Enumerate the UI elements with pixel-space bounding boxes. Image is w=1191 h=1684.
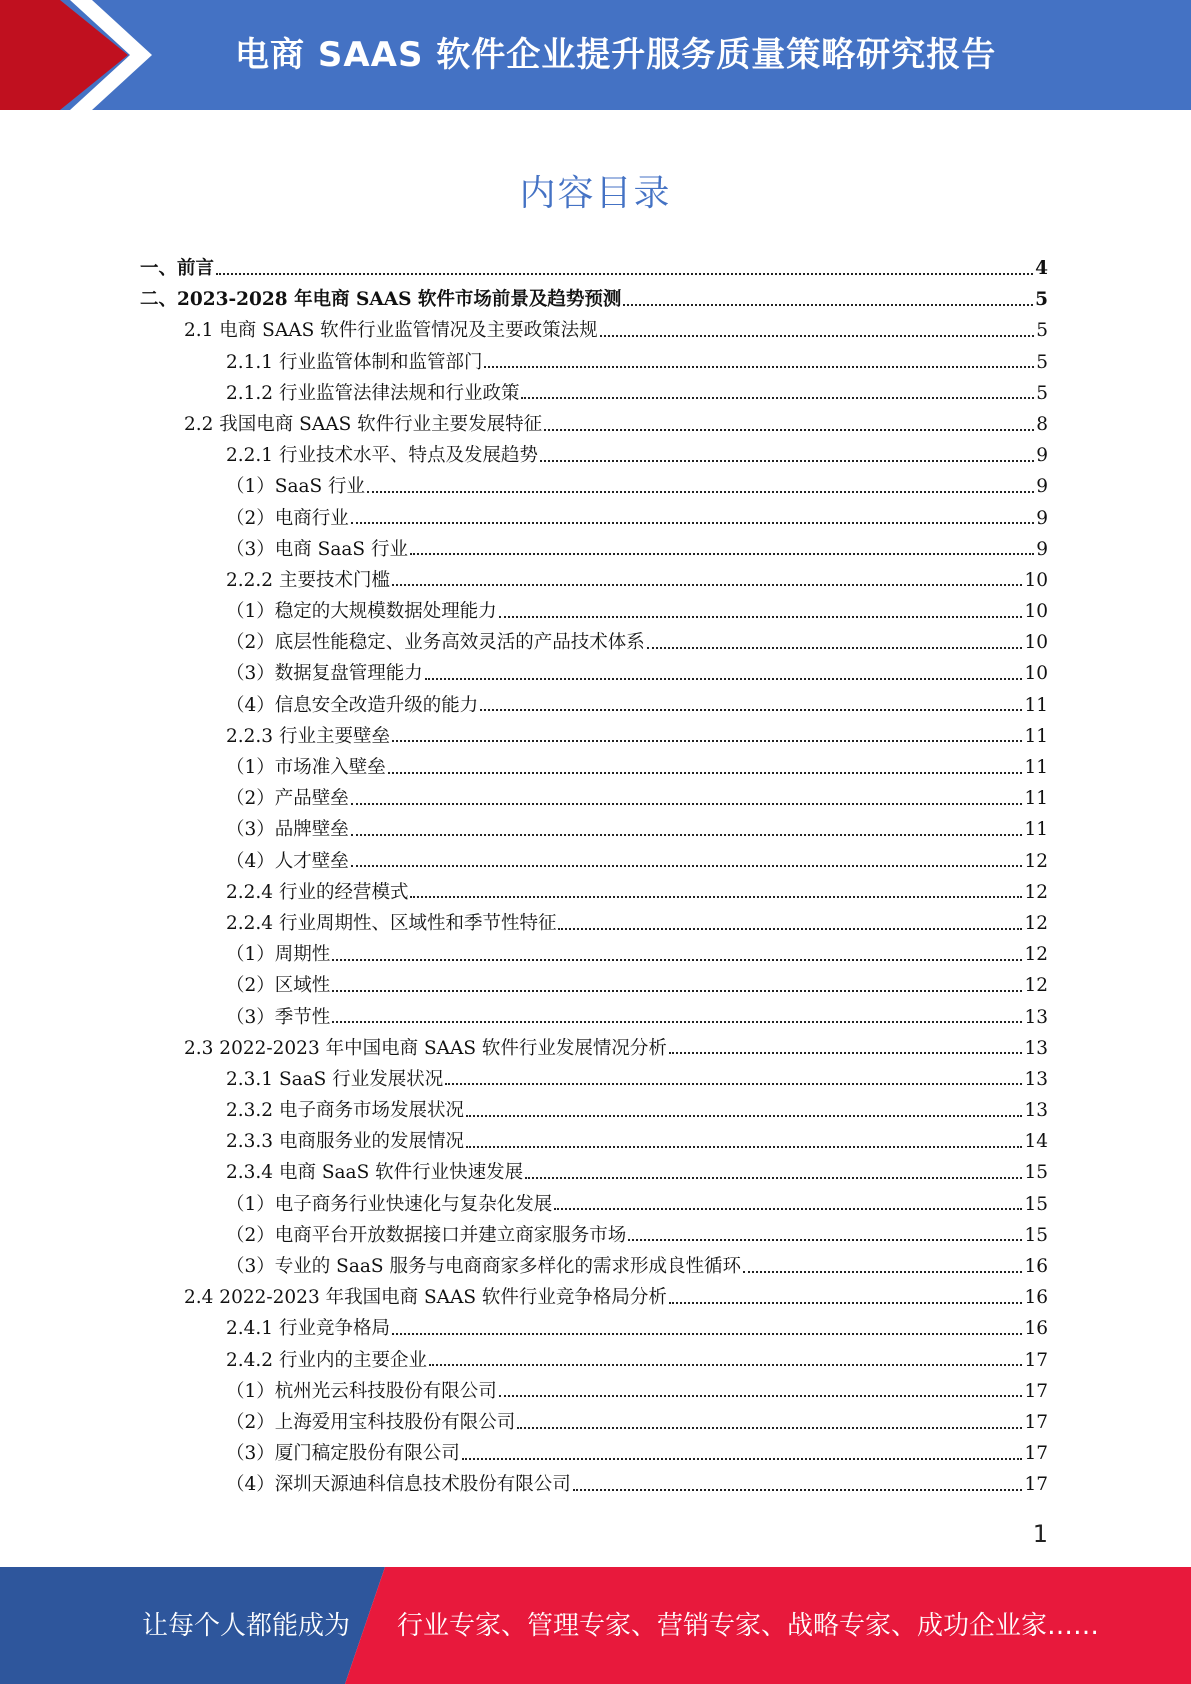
toc-dot-leader [351, 865, 1023, 867]
toc-entry-page: 10 [1024, 569, 1048, 591]
toc-entry-page: 17 [1024, 1474, 1048, 1496]
toc-entry-page: 11 [1024, 788, 1048, 810]
toc-dot-leader [499, 1395, 1023, 1397]
toc-entry[interactable] [140, 753, 1048, 784]
toc-entry[interactable] [140, 1003, 1048, 1034]
toc-dot-leader [351, 803, 1023, 805]
toc-entry[interactable] [140, 784, 1048, 815]
toc-entry-label: （3）电商 SaaS 行业 [226, 538, 408, 560]
toc-entry-label: （3）厦门稿定股份有限公司 [226, 1443, 460, 1465]
toc-entry-page: 17 [1024, 1380, 1048, 1402]
toc-dot-leader [367, 491, 1034, 493]
toc-entry[interactable] [140, 1034, 1048, 1065]
toc-entry[interactable] [140, 597, 1048, 628]
toc-entry-label: （1）SaaS 行业 [226, 476, 366, 498]
toc-dot-leader [647, 647, 1023, 649]
toc-entry-page: 15 [1024, 1193, 1048, 1215]
toc-entry[interactable] [140, 472, 1048, 503]
toc-entry-label: 一、前言 [140, 258, 215, 279]
toc-entry[interactable] [140, 940, 1048, 971]
toc-dot-leader [462, 1458, 1023, 1460]
toc-entry[interactable] [140, 441, 1048, 472]
toc-dot-leader [410, 553, 1034, 555]
toc-dot-leader [332, 990, 1022, 992]
toc-entry-label: 2.4.2 行业内的主要企业 [226, 1349, 427, 1371]
toc-entry-label: （2）产品壁垒 [226, 788, 349, 810]
toc-dot-leader [540, 460, 1034, 462]
toc-entry-label: （3）季节性 [226, 1006, 331, 1028]
toc-entry-label: （4）信息安全改造升级的能力 [226, 694, 479, 716]
toc-entry-page: 5 [1035, 289, 1048, 311]
toc-entry-page: 9 [1036, 538, 1048, 560]
toc-entry-label: 2.2.4 行业周期性、区域性和季节性特征 [226, 912, 557, 934]
toc-entry-page: 12 [1024, 975, 1048, 997]
toc-entry[interactable] [140, 691, 1048, 722]
toc-dot-leader [351, 522, 1034, 524]
toc-entry-page: 13 [1024, 1037, 1048, 1059]
toc-entry[interactable] [140, 1252, 1048, 1283]
toc-dot-leader [628, 1239, 1022, 1241]
toc-entry-page: 14 [1024, 1131, 1048, 1153]
toc-entry-label: 2.4 2022-2023 年我国电商 SAAS 软件行业竞争格局分析 [184, 1287, 667, 1309]
toc-entry-page: 12 [1024, 944, 1048, 966]
toc-entry-page: 10 [1024, 601, 1048, 623]
toc-entry[interactable] [140, 1127, 1048, 1158]
toc-entry-page: 8 [1036, 413, 1048, 435]
toc-entry-page: 13 [1024, 1068, 1048, 1090]
toc-entry-label: （3）品牌壁垒 [226, 819, 349, 841]
toc-entry[interactable] [140, 410, 1048, 441]
toc-dot-leader [525, 1177, 1022, 1179]
table-of-contents [140, 254, 1048, 1502]
toc-dot-leader [425, 678, 1023, 680]
page-number: 1 [1032, 1520, 1048, 1548]
toc-entry[interactable] [140, 1158, 1048, 1189]
toc-entry-label: 2.2.4 行业的经营模式 [226, 881, 409, 903]
toc-entry-label: （1）稳定的大规模数据处理能力 [226, 601, 497, 623]
toc-entry-label: 2.1.1 行业监管体制和监管部门 [226, 351, 483, 373]
toc-entry[interactable] [140, 1439, 1048, 1470]
toc-entry-page: 17 [1024, 1411, 1048, 1433]
toc-entry[interactable] [140, 1346, 1048, 1377]
toc-entry-page: 16 [1024, 1256, 1048, 1277]
toc-dot-leader [445, 1083, 1022, 1085]
toc-entry-label: （1）电子商务行业快速化与复杂化发展 [226, 1193, 553, 1215]
toc-entry-page: 12 [1024, 912, 1048, 934]
toc-entry[interactable] [140, 971, 1048, 1002]
toc-dot-leader [669, 1052, 1023, 1054]
toc-entry[interactable] [140, 566, 1048, 597]
toc-entry-page: 15 [1024, 1162, 1048, 1184]
toc-entry-label: （2）底层性能稳定、业务高效灵活的产品技术体系 [226, 632, 645, 654]
toc-entry-page: 15 [1024, 1224, 1048, 1246]
toc-entry-label: 2.1 电商 SAAS 软件行业监管情况及主要政策法规 [184, 320, 598, 342]
toc-entry-label: （3）数据复盘管理能力 [226, 663, 423, 685]
toc-dot-leader [623, 304, 1033, 306]
toc-entry[interactable] [140, 722, 1048, 753]
toc-entry-label: （1）市场准入壁垒 [226, 757, 386, 778]
toc-dot-leader [558, 928, 1022, 930]
toc-entry-label: （2）电商行业 [226, 507, 349, 529]
toc-dot-leader [669, 1302, 1023, 1304]
toc-dot-leader [521, 397, 1034, 399]
toc-dot-leader [517, 1427, 1022, 1429]
toc-entry[interactable] [140, 535, 1048, 566]
toc-dot-leader [544, 429, 1034, 431]
toc-entry-page: 11 [1024, 725, 1048, 747]
toc-dot-leader [600, 335, 1035, 337]
toc-heading: 内容目录 [519, 173, 672, 214]
report-title: 电商 SAAS 软件企业提升服务质量策略研究报告 [235, 35, 997, 75]
toc-entry-label: 2.3.3 电商服务业的发展情况 [226, 1131, 464, 1153]
toc-entry-page: 4 [1035, 258, 1048, 279]
toc-entry-page: 12 [1024, 881, 1048, 903]
toc-entry-page: 11 [1024, 757, 1048, 778]
toc-entry-page: 5 [1036, 382, 1048, 404]
toc-dot-leader [388, 772, 1023, 774]
toc-dot-leader [216, 273, 1033, 275]
toc-dot-leader [480, 709, 1022, 711]
toc-entry[interactable] [140, 316, 1048, 347]
toc-entry[interactable] [140, 1283, 1048, 1314]
toc-entry-page: 13 [1024, 1006, 1048, 1028]
toc-entry-label: 2.3.1 SaaS 行业发展状况 [226, 1068, 444, 1090]
toc-dot-leader [392, 584, 1022, 586]
toc-entry-label: 2.2.1 行业技术水平、特点及发展趋势 [226, 445, 538, 467]
toc-entry[interactable] [140, 1377, 1048, 1408]
toc-entry-page: 11 [1024, 819, 1048, 841]
toc-dot-leader [429, 1364, 1022, 1366]
toc-entry-label: 2.3.2 电子商务市场发展状况 [226, 1100, 464, 1122]
toc-dot-leader [392, 740, 1022, 742]
toc-entry-label: （2）电商平台开放数据接口并建立商家服务市场 [226, 1224, 627, 1246]
toc-entry[interactable] [140, 878, 1048, 909]
toc-entry-label: （4）深圳天源迪科信息技术股份有限公司 [226, 1474, 571, 1496]
toc-dot-leader [499, 616, 1023, 618]
toc-entry[interactable] [140, 815, 1048, 846]
toc-entry[interactable] [140, 1314, 1048, 1345]
toc-entry-label: 2.2.3 行业主要壁垒 [226, 725, 390, 747]
toc-entry-label: （2）区域性 [226, 975, 331, 997]
toc-entry-label: 2.1.2 行业监管法律法规和行业政策 [226, 382, 520, 404]
toc-dot-leader [466, 1146, 1022, 1148]
toc-entry-label: 2.2 我国电商 SAAS 软件行业主要发展特征 [184, 413, 543, 435]
footer-banner [0, 1567, 1191, 1684]
footer-slogan-right: 行业专家、管理专家、营销专家、战略专家、成功企业家…… [397, 1611, 1100, 1641]
toc-entry[interactable] [140, 909, 1048, 940]
toc-entry[interactable] [140, 1408, 1048, 1439]
toc-entry[interactable] [140, 285, 1048, 316]
toc-entry[interactable] [140, 847, 1048, 878]
toc-entry-label: 二、2023-2028 年电商 SAAS 软件市场前景及趋势预测 [140, 289, 622, 311]
toc-entry[interactable] [140, 348, 1048, 379]
toc-entry-page: 11 [1024, 694, 1048, 716]
toc-dot-leader [392, 1333, 1022, 1335]
toc-dot-leader [573, 1489, 1023, 1491]
footer-slogan-left: 让每个人都能成为 [142, 1611, 351, 1641]
toc-entry-label: （2）上海爱用宝科技股份有限公司 [226, 1411, 516, 1433]
toc-entry[interactable] [140, 504, 1048, 535]
toc-entry-label: （4）人才壁垒 [226, 850, 349, 872]
toc-entry[interactable] [140, 659, 1048, 690]
toc-entry[interactable] [140, 1065, 1048, 1096]
toc-entry[interactable] [140, 628, 1048, 659]
toc-dot-leader [743, 1271, 1023, 1273]
toc-entry-label: 2.3.4 电商 SaaS 软件行业快速发展 [226, 1162, 524, 1184]
toc-entry[interactable] [140, 379, 1048, 410]
toc-dot-leader [554, 1208, 1022, 1210]
toc-entry[interactable] [140, 1470, 1048, 1501]
toc-entry-label: （1）周期性 [226, 944, 331, 966]
toc-entry-page: 13 [1024, 1100, 1048, 1122]
toc-entry-page: 9 [1036, 507, 1048, 529]
toc-entry[interactable] [140, 1190, 1048, 1221]
toc-entry-page: 16 [1024, 1287, 1048, 1309]
toc-entry-page: 10 [1024, 632, 1048, 654]
toc-entry-label: 2.4.1 行业竞争格局 [226, 1318, 390, 1340]
toc-dot-leader [332, 959, 1022, 961]
toc-entry-page: 12 [1024, 850, 1048, 872]
toc-entry-page: 9 [1036, 445, 1048, 467]
toc-entry-label: 2.3 2022-2023 年中国电商 SAAS 软件行业发展情况分析 [184, 1037, 667, 1059]
toc-entry-page: 5 [1036, 320, 1048, 342]
toc-entry-page: 17 [1024, 1349, 1048, 1371]
toc-dot-leader [410, 896, 1022, 898]
toc-entry[interactable] [140, 254, 1048, 285]
toc-dot-leader [332, 1021, 1022, 1023]
toc-entry-page: 9 [1036, 476, 1048, 498]
header-banner [0, 0, 1191, 110]
toc-entry[interactable] [140, 1221, 1048, 1252]
toc-entry-label: （1）杭州光云科技股份有限公司 [226, 1380, 497, 1402]
toc-entry-page: 17 [1024, 1443, 1048, 1465]
toc-entry[interactable] [140, 1096, 1048, 1127]
toc-entry-label: （3）专业的 SaaS 服务与电商商家多样化的需求形成良性循环 [226, 1256, 741, 1277]
toc-entry-label: 2.2.2 主要技术门槛 [226, 569, 390, 591]
toc-dot-leader [484, 366, 1034, 368]
toc-entry-page: 10 [1024, 663, 1048, 685]
toc-entry-page: 16 [1024, 1318, 1048, 1340]
toc-dot-leader [466, 1115, 1022, 1117]
toc-entry-page: 5 [1036, 351, 1048, 373]
toc-dot-leader [351, 834, 1023, 836]
